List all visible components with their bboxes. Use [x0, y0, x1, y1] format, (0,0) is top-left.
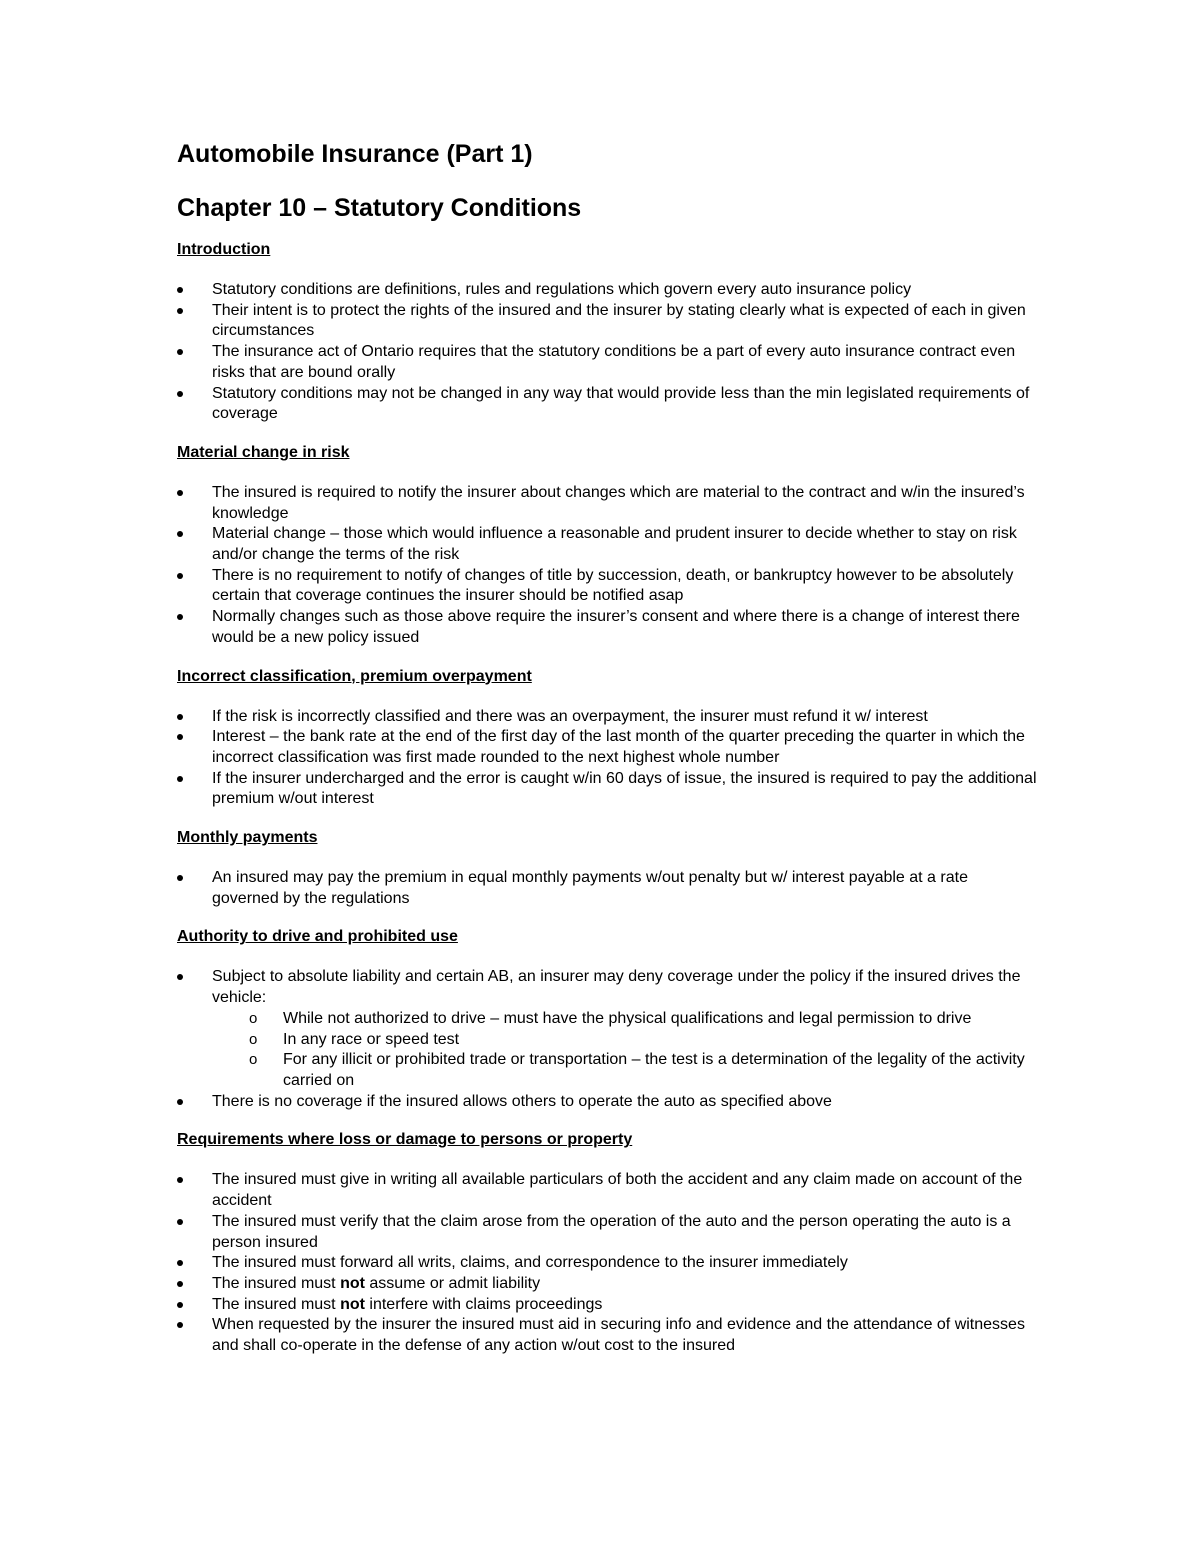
list-item-text: Subject to absolute liability and certain AB, an insurer may deny coverage under the policy if the insured drives the vehicle: [212, 968, 1021, 1007]
list-item-text: assume or admit liability [369, 1274, 541, 1292]
section-heading-introduction: Introduction [177, 241, 271, 258]
material-change-list [177, 483, 1037, 649]
document-page [177, 138, 1037, 1357]
list-item: The insurance act of Ontario requires that the statutory conditions be a part of every auto insurance contract even risks that are bound orally [177, 342, 1037, 383]
list-item: Statutory conditions are definitions, rules and regulations which govern every auto insurance policy [177, 280, 1037, 301]
section-heading-incorrect-classification: Incorrect classification, premium overpayment [177, 667, 532, 685]
sub-list-item: o For any illicit or prohibited trade or transportation – the test is a determination of the legality of the activity carried on [212, 1050, 1037, 1091]
list-item: When requested by the insurer the insured must aid in securing info and evidence and the attendance of witnesses and shall co-operate in the defense of any action w/out cost to the insured [177, 1315, 1037, 1356]
list-item: Their intent is to protect the rights of the insured and the insurer by stating clearly what is expected of each in given circumstances [177, 301, 1037, 342]
sub-list-item: o While not authorized to drive – must have the physical qualifications and legal permission to drive [212, 1009, 1037, 1030]
authority-list [177, 967, 1037, 1112]
list-item: Normally changes such as those above require the insurer’s consent and where there is a change of interest there would be a new policy issued [177, 607, 1037, 648]
authority-sublist [212, 1009, 1037, 1092]
section-heading-monthly-payments: Monthly payments [177, 829, 318, 847]
section-heading-requirements: Requirements where loss or damage to persons or property [177, 1131, 633, 1149]
emphasis-not: not [340, 1295, 365, 1313]
list-item: The insured is required to notify the insurer about changes which are material to the contract and w/in the insured’s knowledge [177, 483, 1037, 524]
list-item [177, 967, 1037, 1091]
list-item: If the insurer undercharged and the error is caught w/in 60 days of issue, the insured is required to pay the additional premium w/out interest [177, 769, 1037, 810]
sub-list-item: o In any race or speed test [212, 1030, 1037, 1051]
list-item: An insured may pay the premium in equal monthly payments w/out penalty but w/ interest payable at a rate governed by the regulations [177, 868, 1037, 909]
list-item: The insured must forward all writs, claims, and correspondence to the insurer immediately [177, 1253, 1037, 1274]
list-item: The insured must verify that the claim arose from the operation of the auto and the person operating the auto is a person insured [177, 1212, 1037, 1253]
document-title: Automobile Insurance (Part 1) [177, 140, 533, 168]
emphasis-not: not [340, 1274, 365, 1292]
section-heading-material-change: Material change in risk [177, 443, 350, 461]
list-item: If the risk is incorrectly classified and there was an overpayment, the insurer must refund it w/ interest [177, 707, 1037, 728]
list-item: Interest – the bank rate at the end of the first day of the last month of the quarter preceding the quarter in which the incorrect classification was first made rounded to the next highest whole number [177, 727, 1037, 768]
list-item: There is no coverage if the insured allows others to operate the auto as specified above [177, 1092, 1037, 1113]
list-item [177, 1274, 1037, 1295]
introduction-list [177, 280, 1037, 425]
requirements-list [177, 1170, 1037, 1356]
list-item-text: The insured must [212, 1295, 336, 1313]
list-item-text: interfere with claims proceedings [369, 1295, 603, 1313]
list-item: There is no requirement to notify of changes of title by succession, death, or bankruptcy however to be absolutely certain that coverage continues the insurer should be notified asap [177, 566, 1037, 607]
chapter-title: Chapter 10 – Statutory Conditions [177, 194, 582, 222]
incorrect-classification-list [177, 707, 1037, 811]
list-item: Material change – those which would influence a reasonable and prudent insurer to decide whether to stay on risk and/or change the terms of the risk [177, 524, 1037, 565]
section-heading-authority-to-drive: Authority to drive and prohibited use [177, 928, 458, 946]
list-item: Statutory conditions may not be changed in any way that would provide less than the min legislated requirements of coverage [177, 384, 1037, 425]
list-item [177, 1295, 1037, 1316]
list-item-text: The insured must [212, 1274, 336, 1292]
list-item: The insured must give in writing all available particulars of both the accident and any claim made on account of the accident [177, 1170, 1037, 1211]
monthly-payments-list [177, 868, 1037, 909]
